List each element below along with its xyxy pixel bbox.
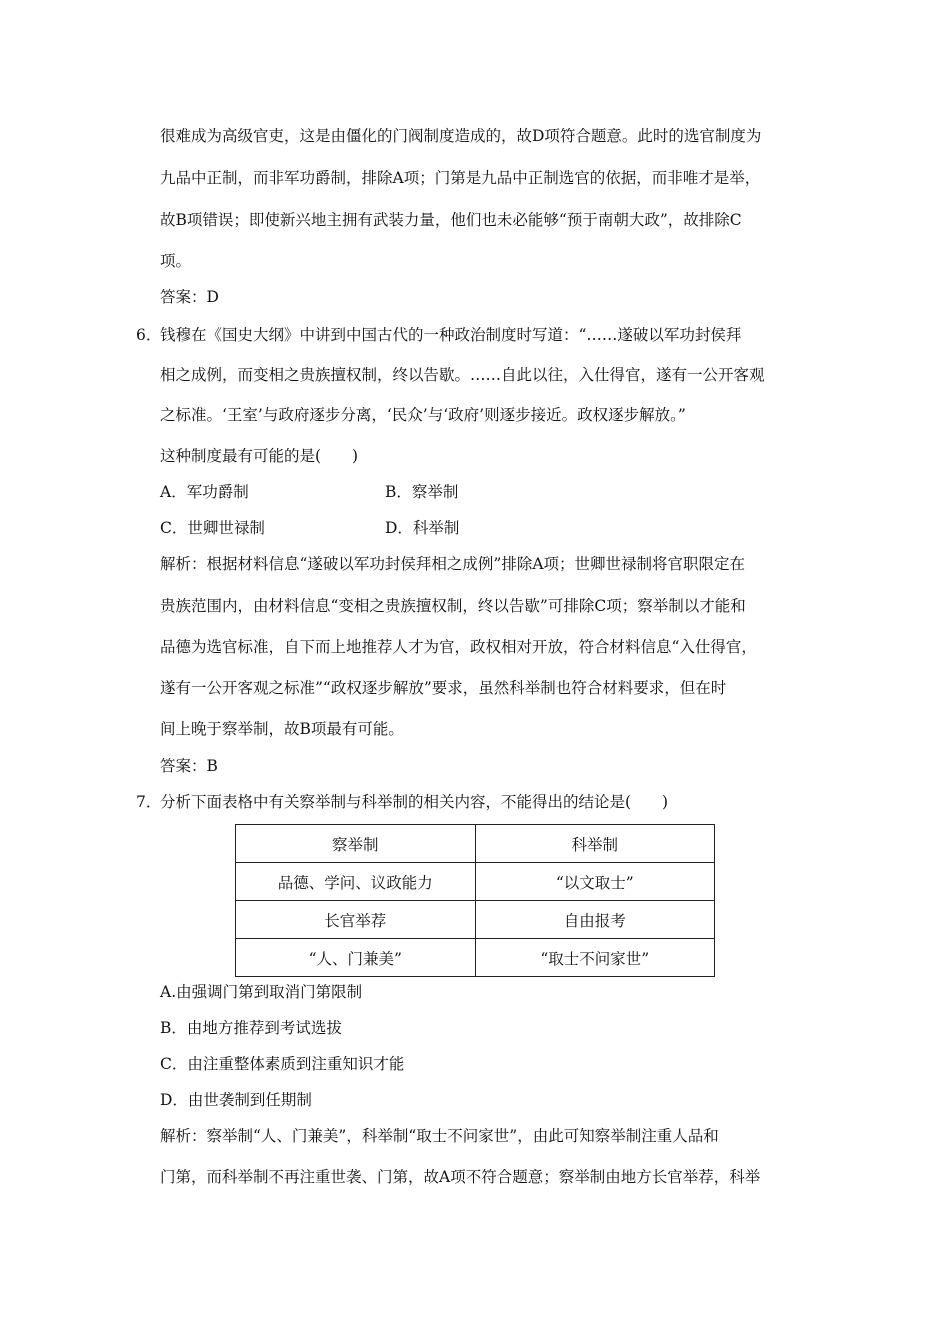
- q6-analysis-line-3: 品德为选官标准，自下而上地推荐人才为官，政权相对开放，符合材料信息“入仕得官，: [160, 638, 757, 656]
- table-cell: “以文取士”: [475, 863, 715, 901]
- q6-analysis-line-2: 贵族范围内，由材料信息“变相之贵族擅权制，终以告歇”可排除C项；察举制以才能和: [160, 597, 746, 615]
- q5-analysis-line-3: 故B项错误；即使新兴地主拥有武装力量，他们也未必能够“预于南朝大政”，故排除C: [160, 211, 742, 229]
- q6-option-b: B．察举制: [385, 483, 459, 501]
- table-header-cell: 察举制: [236, 825, 476, 863]
- q6-option-d: D．科举制: [385, 519, 460, 537]
- comparison-table: [235, 824, 715, 977]
- q6-stem-line-1: 钱穆在《国史大纲》中讲到中国古代的一种政治制度时写道：“……遂破以军功封侯拜: [160, 326, 742, 344]
- table-header-row: [236, 825, 715, 863]
- q7-stem: 分析下面表格中有关察举制与科举制的相关内容，不能得出的结论是( ): [160, 793, 669, 811]
- table-cell: 品德、学问、议政能力: [236, 863, 476, 901]
- q6-analysis-line-5: 间上晚于察举制，故B项最有可能。: [160, 720, 404, 738]
- q7-number: 7．: [136, 793, 162, 811]
- table-row: [236, 901, 715, 939]
- q6-stem-line-4: 这种制度最有可能的是( ): [160, 447, 359, 465]
- q7-option-c: C．由注重整体素质到注重知识才能: [160, 1055, 405, 1073]
- table-cell: “取士不问家世”: [475, 939, 715, 977]
- q7-option-b: B．由地方推荐到考试选拔: [160, 1019, 342, 1037]
- table-cell: 长官举荐: [236, 901, 476, 939]
- table-cell: 自由报考: [475, 901, 715, 939]
- q5-analysis-line-2: 九品中正制，而非军功爵制，排除A项；门第是九品中正制选官的依据，而非唯才是举，: [160, 169, 761, 187]
- q7-analysis-line-1: 解析：察举制“人、门兼美”，科举制“取士不问家世”，由此可知察举制注重人品和: [160, 1127, 719, 1145]
- table-row: [236, 939, 715, 977]
- q5-answer: 答案：D: [160, 288, 219, 306]
- q6-answer: 答案：B: [160, 757, 218, 775]
- q6-stem-line-2: 相之成例，而变相之贵族擅权制，终以告歇。……自此以往，入仕得官，遂有一公开客观: [160, 366, 765, 384]
- q7-analysis-line-2: 门第，而科举制不再注重世袭、门第，故A项不符合题意；察举制由地方长官举荐，科举: [160, 1168, 761, 1186]
- table-row: [236, 863, 715, 901]
- table-header-cell: 科举制: [475, 825, 715, 863]
- q5-analysis-line-4: 项。: [160, 252, 192, 270]
- q6-option-a: A．军功爵制: [160, 483, 249, 501]
- q6-number: 6．: [136, 326, 162, 344]
- table-cell: “人、门兼美”: [236, 939, 476, 977]
- q5-analysis-line-1: 很难成为高级官吏，这是由僵化的门阀制度造成的，故D项符合题意。此时的选官制度为: [160, 127, 762, 145]
- q7-option-d: D．由世袭制到任期制: [160, 1091, 312, 1109]
- q6-analysis-line-1: 解析：根据材料信息“遂破以军功封侯拜相之成例”排除A项；世卿世禄制将官职限定在: [160, 555, 746, 573]
- q6-option-c: C．世卿世禄制: [160, 519, 265, 537]
- q6-stem-line-3: 之标准。‘王室’与政府逐步分离，‘民众’与‘政府’则逐步接近。政权逐步解放。”: [160, 406, 686, 424]
- q7-option-a: A.由强调门第到取消门第限制: [160, 983, 363, 1001]
- q6-analysis-line-4: 遂有一公开客观之标准”“政权逐步解放”要求，虽然科举制也符合材料要求，但在时: [160, 679, 727, 697]
